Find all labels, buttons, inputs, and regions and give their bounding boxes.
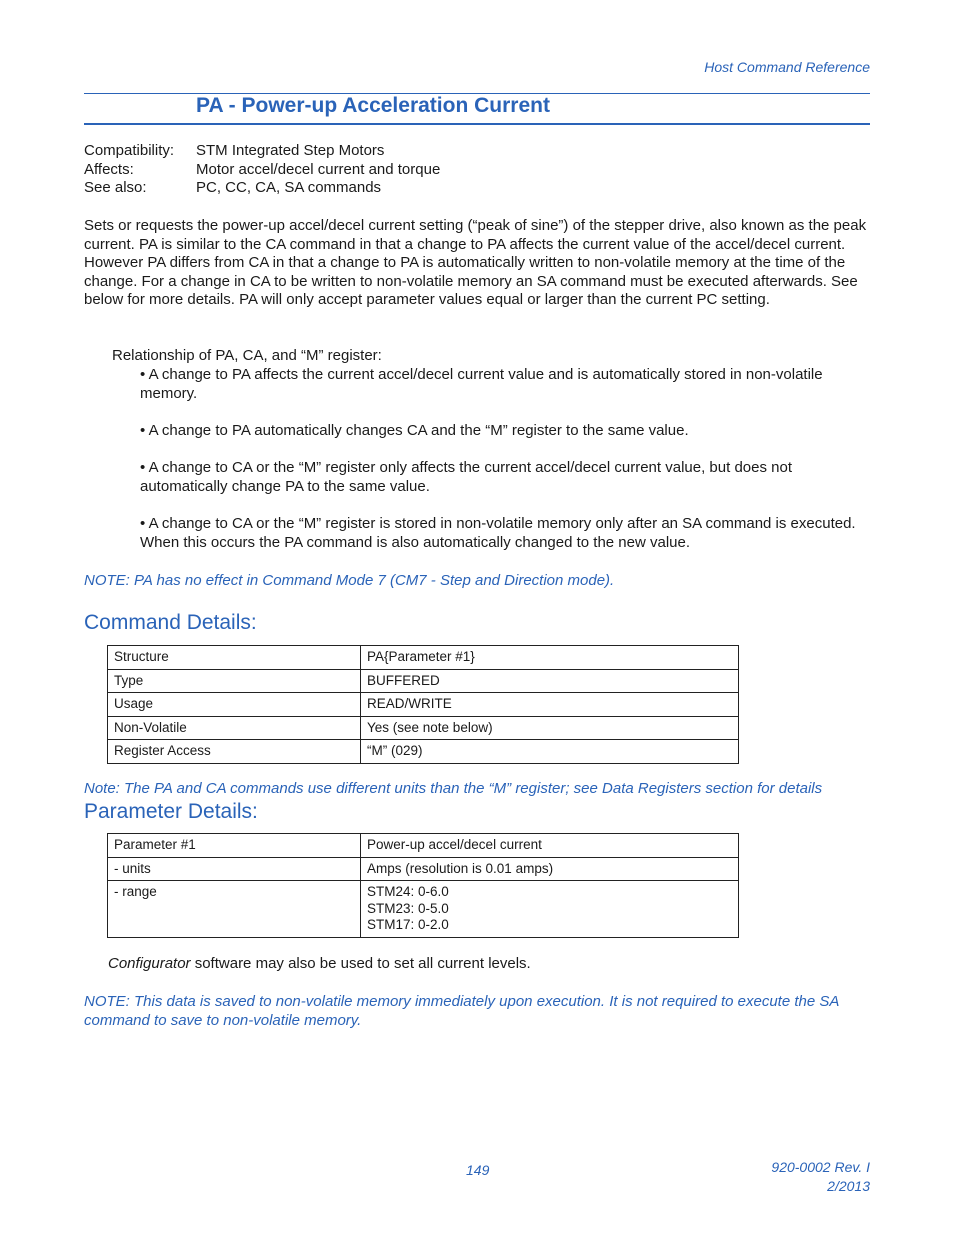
table-cell: READ/WRITE <box>361 693 739 717</box>
meta-key: See also: <box>84 179 147 197</box>
table-cell: Amps (resolution is 0.01 amps) <box>361 857 739 881</box>
page-number: 149 <box>466 1162 490 1178</box>
table-row <box>108 881 739 938</box>
meta-key: Affects: <box>84 160 134 178</box>
meta-value: Motor accel/decel current and torque <box>196 160 441 178</box>
table-cell: STM24: 0-6.0 STM23: 0-5.0 STM17: 0-2.0 <box>361 881 739 938</box>
configurator-text: software may also be used to set all current levels. <box>190 955 531 972</box>
table-cell: PA{Parameter #1} <box>361 646 739 670</box>
doc-date: 2/2013 <box>827 1178 870 1194</box>
table-cell: Structure <box>108 646 361 670</box>
command-details-heading: Command Details: <box>84 611 257 634</box>
command-details-table <box>107 645 739 764</box>
bullet-item: • A change to CA or the “M” register is stored in non-volatile memory only after an SA command is executed. When this occurs the PA command is also automatically changed to the new value. <box>140 515 856 551</box>
table-cell: Non-Volatile <box>108 716 361 740</box>
page-title: PA - Power-up Acceleration Current <box>196 94 550 117</box>
meta-value: STM Integrated Step Motors <box>196 142 385 159</box>
note-units: Note: The PA and CA commands use different units than the “M” register; see Data Registers section for details <box>84 780 823 797</box>
meta-key: Compatibility: <box>84 142 175 159</box>
table-row <box>108 834 739 858</box>
table-cell: Register Access <box>108 740 361 764</box>
meta-value: PC, CC, CA, SA commands <box>196 179 382 197</box>
bullet-item: • A change to PA automatically changes CA and the “M” register to the same value. <box>140 422 689 439</box>
doc-number: 920-0002 Rev. I <box>771 1159 870 1175</box>
table-cell: BUFFERED <box>361 669 739 693</box>
bullet-item: • A change to CA or the “M” register only affects the current accel/decel current value, but does not automatically change PA to the same value. <box>140 459 792 495</box>
configurator-line <box>108 955 531 974</box>
table-cell: Power-up accel/decel current <box>361 834 739 858</box>
meta-row-see-also <box>84 179 440 198</box>
table-cell: Yes (see note below) <box>361 716 739 740</box>
table-row <box>108 716 739 740</box>
table-cell: - units <box>108 857 361 881</box>
note-cm7: NOTE: PA has no effect in Command Mode 7 (CM7 - Step and Direction mode). <box>84 572 615 589</box>
doc-revision <box>771 1158 870 1196</box>
table-cell: - range <box>108 881 361 938</box>
table-cell: “M” (029) <box>361 740 739 764</box>
table-cell: Parameter #1 <box>108 834 361 858</box>
table-row <box>108 646 739 670</box>
bullet-item: • A change to PA affects the current accel/decel current value and is automatically stored in non-volatile memory. <box>140 366 823 402</box>
note-nonvolatile: NOTE: This data is saved to non-volatile memory immediately upon execution. It is not required to execute the SA command to save to non-volatile memory. <box>84 993 839 1029</box>
meta-row-affects <box>84 161 440 180</box>
relationship-heading: Relationship of PA, CA, and “M” register: <box>112 347 382 364</box>
section-reference: Host Command Reference <box>704 59 870 75</box>
parameter-details-table <box>107 833 739 938</box>
table-row <box>108 669 739 693</box>
configurator-name: Configurator <box>108 955 191 972</box>
title-bottom-rule <box>84 123 870 125</box>
table-row <box>108 740 739 764</box>
table-row <box>108 693 739 717</box>
description-paragraph: Sets or requests the power-up accel/decel current setting (“peak of sine”) of the stepper drive, also known as the peak current. PA is similar to the CA command in that a change to PA affects the current value of the accel/decel current. However PA differs from CA in that a change to PA is automatically written to non-volatile memory at the time of the change. For a change in CA to be written to non-volatile memory an SA command must be executed afterwards. See below for more details. PA will only accept parameter values equal or larger than the current PC setting. <box>84 217 867 309</box>
meta-row-compatibility <box>84 142 440 161</box>
table-cell: Type <box>108 669 361 693</box>
table-cell: Usage <box>108 693 361 717</box>
table-row <box>108 857 739 881</box>
parameter-details-heading: Parameter Details: <box>84 800 258 823</box>
meta-list <box>84 142 440 198</box>
